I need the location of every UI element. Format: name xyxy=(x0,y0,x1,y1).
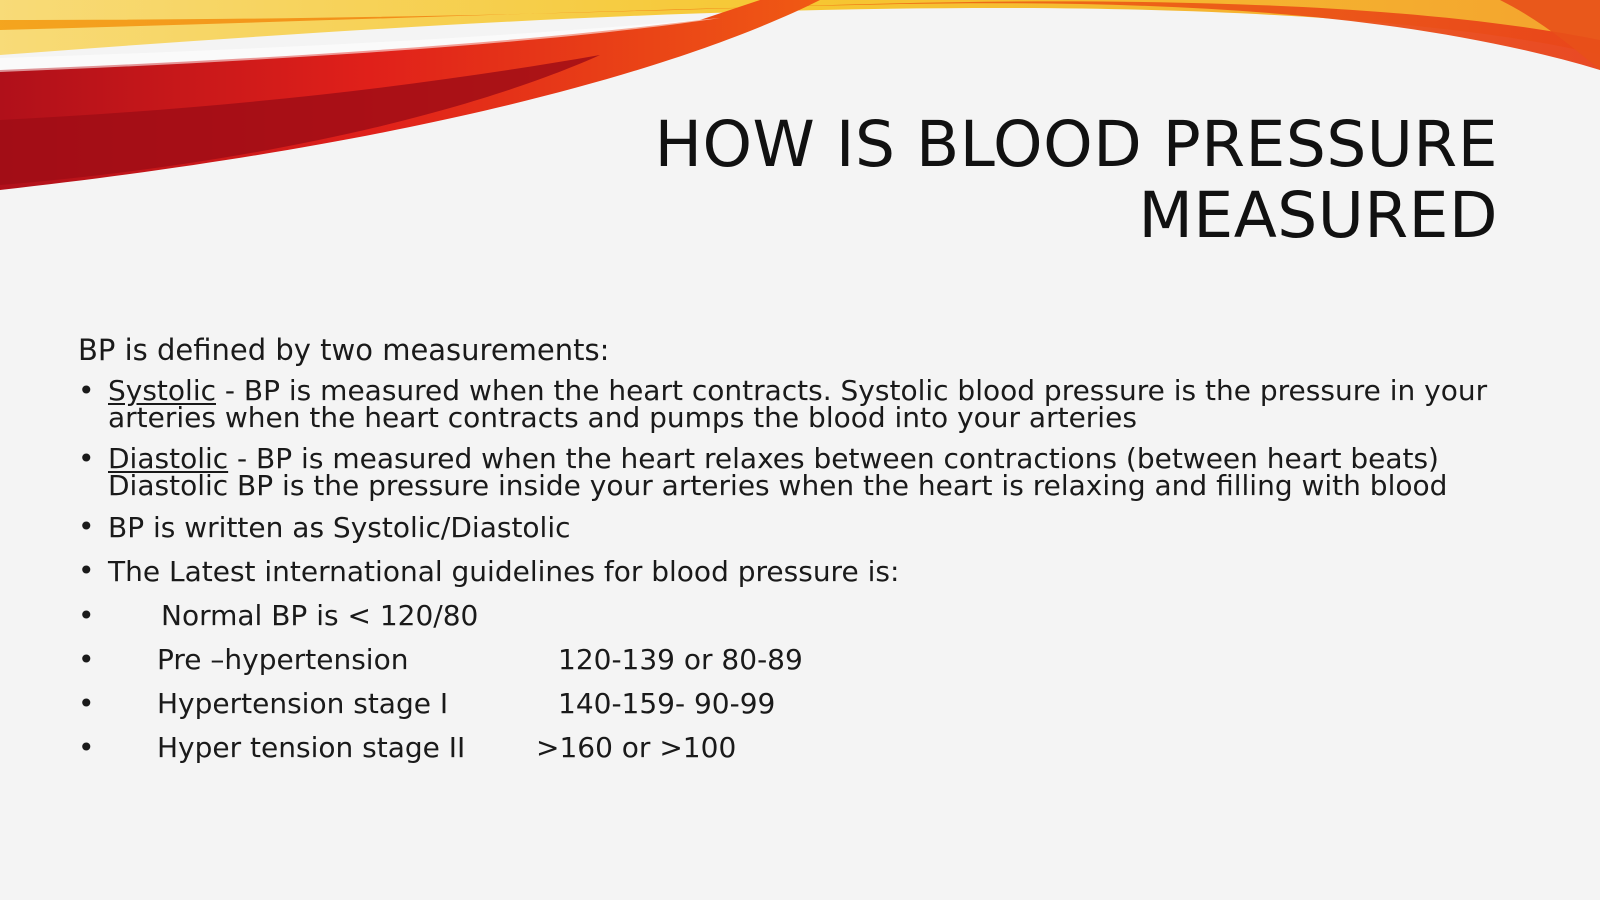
bullet-icon: • xyxy=(78,598,95,632)
bullet-icon: • xyxy=(78,553,95,587)
guideline-label: Hyper tension stage II xyxy=(157,730,466,764)
slide-title-line-2: MEASURED xyxy=(1138,179,1498,252)
definition-systolic xyxy=(78,373,1518,434)
slide-title-line-1: HOW IS BLOOD PRESSURE xyxy=(654,108,1498,181)
intro-text: BP is defined by two measurements: xyxy=(78,333,610,367)
guideline-value: 120-139 or 80-89 xyxy=(558,642,803,676)
guideline-label: Hypertension stage I xyxy=(157,686,449,720)
guideline-value: >160 or >100 xyxy=(536,730,737,764)
term-diastolic: Diastolic xyxy=(108,441,229,475)
guideline-row-stage-1 xyxy=(78,686,1518,720)
slide-body xyxy=(78,335,1518,777)
bullet-icon: • xyxy=(78,441,95,475)
bullet-icon: • xyxy=(78,686,95,720)
guideline-label: Normal BP is < 120/80 xyxy=(161,598,479,632)
guideline-row-stage-2 xyxy=(78,730,1518,764)
statement-text: BP is written as Systolic/Diastolic xyxy=(108,510,571,544)
guideline-label: Pre –hypertension xyxy=(157,642,409,676)
definition-diastolic xyxy=(78,441,1518,502)
bullet-icon: • xyxy=(78,642,95,676)
guideline-row-prehypertension xyxy=(78,642,1518,676)
definition-text: - BP is measured when the heart relaxes between contractions (between heart beats) Diastolic BP is the pressure inside your arteries when the heart is relaxing and filling with blood xyxy=(108,441,1448,502)
definition-text: - BP is measured when the heart contracts. Systolic blood pressure is the pressure in your arteries when the heart contracts and pumps the blood into your arteries xyxy=(108,373,1488,434)
statement-text: The Latest international guidelines for blood pressure is: xyxy=(108,554,900,588)
statement-guidelines xyxy=(78,553,1518,588)
guideline-row-normal xyxy=(78,598,1518,632)
bullet-icon: • xyxy=(78,730,95,764)
guideline-value: 140-159- 90-99 xyxy=(558,686,776,720)
term-systolic: Systolic xyxy=(108,373,216,407)
statement-written-as xyxy=(78,509,1518,544)
bullet-icon: • xyxy=(78,509,95,543)
bullet-icon: • xyxy=(78,373,95,407)
